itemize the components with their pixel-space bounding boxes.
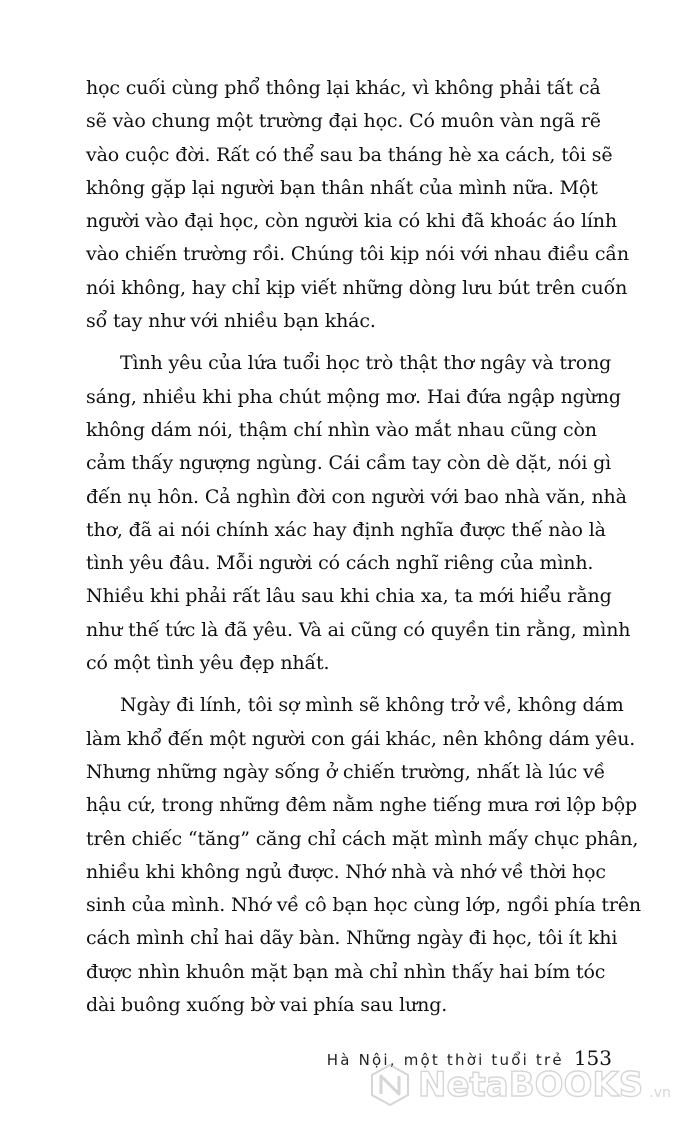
netabooks-logo-icon	[368, 1063, 412, 1107]
paragraph-3	[86, 689, 641, 1022]
text-line: sổ tay như với nhiều bạn khác.	[86, 310, 376, 333]
paragraph-spacing	[86, 338, 618, 347]
text-line: học cuối cùng phổ thông lại khác, vì không phải tất cả	[86, 77, 601, 99]
text-line: nói không, hay chỉ kịp viết những dòng lưu bút trên cuốn	[86, 276, 628, 299]
running-title: Hà Nội, một thời tuổi trẻ	[326, 1051, 564, 1069]
text-line: như thế tức là đã yêu. Và ai cũng có quyền tin rằng, mình	[86, 618, 631, 641]
text-line: cách mình chỉ hai dãy bàn. Những ngày đi học, tôi ít khi	[86, 927, 618, 950]
text-line: hậu cứ, trong những đêm nằm nghe tiếng mưa rơi lộp bộp	[86, 794, 638, 817]
text-line: đến nụ hôn. Cả nghìn đời con người với bao nhà văn, nhà	[86, 485, 627, 508]
text-line: vào cuộc đời. Rất có thể sau ba tháng hè xa cách, tôi sẽ	[86, 143, 613, 166]
text-line: Nhiều khi phải rất lâu sau khi chia xa, ta mới hiểu rằng	[86, 585, 612, 608]
text-line: có một tình yêu đẹp nhất.	[86, 652, 330, 675]
text-line: Nhưng những ngày sống ở chiến trường, nhất là lúc về	[86, 760, 606, 783]
text-line: nhiều khi không ngủ được. Nhớ nhà và nhớ về thời học	[86, 860, 606, 883]
text-line: không dám nói, thậm chí nhìn vào mắt nhau cũng còn	[86, 418, 597, 441]
paragraph-1	[86, 72, 629, 338]
text-line: sáng, nhiều khi pha chút mộng mơ. Hai đứa ngập ngừng	[86, 385, 621, 408]
watermark	[368, 1063, 671, 1107]
body-text	[86, 72, 641, 1022]
watermark-brand: NetaBOOKS	[418, 1065, 644, 1105]
text-line: dài buông xuống bờ vai phía sau lưng.	[86, 994, 448, 1017]
text-line: không gặp lại người bạn thân nhất của mình nữa. Một	[86, 176, 598, 199]
text-line: Tình yêu của lứa tuổi học trò thật thơ ngây và trong	[120, 352, 612, 375]
text-line: trên chiếc “tăng” căng chỉ cách mặt mình mấy chục phân,	[86, 827, 639, 850]
watermark-tld: .vn	[649, 1085, 671, 1101]
text-line: tình yêu đâu. Mỗi người có cách nghĩ riêng của mình.	[86, 552, 594, 575]
text-line: người vào đại học, còn người kia có khi đã khoác áo lính	[86, 210, 617, 233]
text-line: sinh của mình. Nhớ về cô bạn học cùng lớp, ngồi phía trên	[86, 894, 641, 917]
text-line: Ngày đi lính, tôi sợ mình sẽ không trở về, không dám	[120, 694, 624, 717]
page-number: 153	[573, 1046, 612, 1070]
text-line: cảm thấy ngượng ngùng. Cái cầm tay còn dè dặt, nói gì	[86, 452, 612, 475]
text-line: sẽ vào chung một trường đại học. Có muôn vàn ngã rẽ	[86, 110, 601, 133]
text-line: thơ, đã ai nói chính xác hay định nghĩa được thế nào là	[86, 518, 606, 541]
text-line: được nhìn khuôn mặt bạn mà chỉ nhìn thấy hai bím tóc	[86, 960, 606, 983]
paragraph-2	[86, 347, 631, 680]
text-line: vào chiến trường rồi. Chúng tôi kịp nói với nhau điều cần	[86, 243, 629, 266]
paragraph-spacing	[86, 680, 618, 689]
text-line: làm khổ đến một người con gái khác, nên không dám yêu.	[86, 727, 636, 750]
